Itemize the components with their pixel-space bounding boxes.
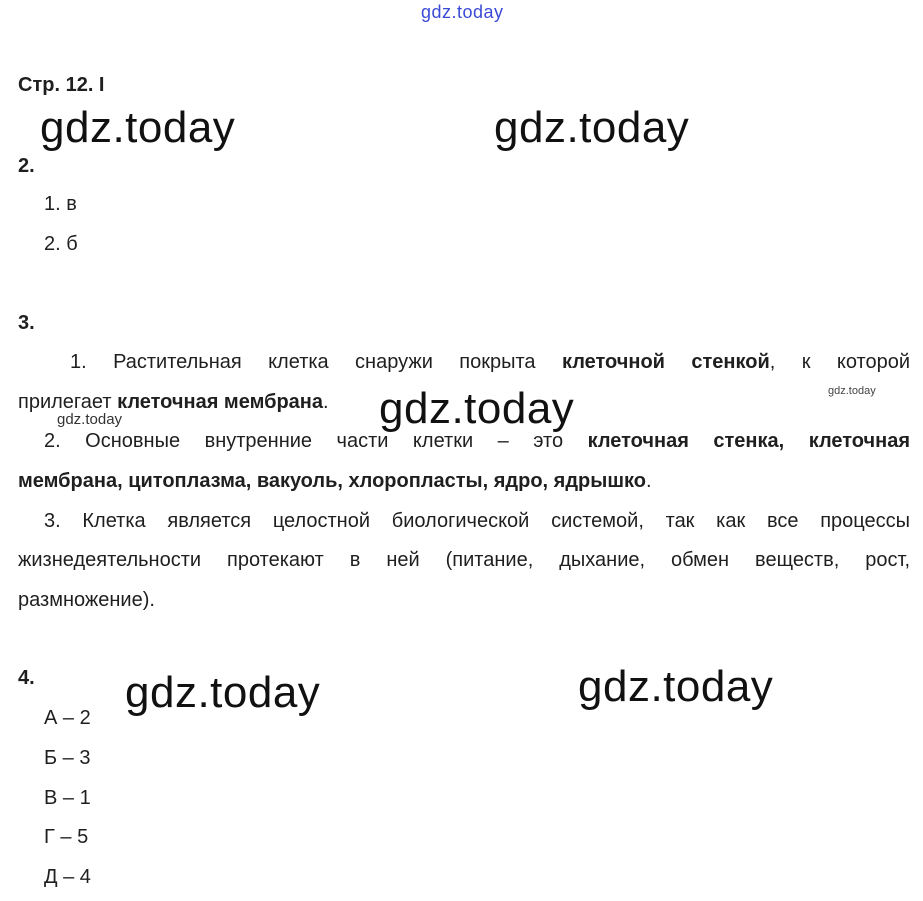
task-3-paragraph-1-line-1: 1. Растительная клетка снаружи покрыта клеточной стенкой, к которой	[70, 351, 910, 373]
task-3-paragraph-2-line-1: 2. Основные внутренние части клетки – это клеточная стенка, клеточная	[44, 430, 910, 452]
task-4-answer: Г – 5	[44, 826, 89, 848]
watermark-small: gdz.today	[57, 411, 123, 428]
task-2-answer: 2. б	[44, 233, 78, 255]
watermark-tiny: gdz.today	[828, 385, 876, 397]
task-3-paragraph-2-line-2: мембрана, цитоплазма, вакуоль, хлоропласты, ядро, ядрышко.	[18, 470, 652, 492]
watermark-large: gdz.today	[379, 384, 575, 433]
task-3-number: 3.	[18, 312, 35, 334]
task-2-answer: 1. в	[44, 193, 77, 215]
page-heading: Стр. 12. I	[18, 74, 105, 96]
task-3-paragraph-3-line-2: жизнедеятельности протекают в ней (питание, дыхание, обмен веществ, рост,	[18, 549, 910, 571]
task-3-paragraph-3-line-3: размножение).	[18, 589, 155, 611]
task-4-answer: Д – 4	[44, 866, 91, 888]
task-3-paragraph-3-line-1: 3. Клетка является целостной биологической системой, так как все процессы	[44, 510, 910, 532]
watermark-large: gdz.today	[40, 103, 236, 152]
task-4-answer: А – 2	[44, 707, 91, 729]
task-3-paragraph-1-line-2: прилегает клеточная мембрана.	[18, 391, 329, 413]
watermark-large: gdz.today	[578, 662, 774, 711]
watermark-large: gdz.today	[494, 103, 690, 152]
task-4-answer: Б – 3	[44, 747, 91, 769]
watermark-large: gdz.today	[125, 668, 321, 717]
watermark-top: gdz.today	[421, 2, 504, 22]
task-4-answer: В – 1	[44, 787, 91, 809]
task-2-number: 2.	[18, 155, 35, 177]
task-4-number: 4.	[18, 667, 35, 689]
